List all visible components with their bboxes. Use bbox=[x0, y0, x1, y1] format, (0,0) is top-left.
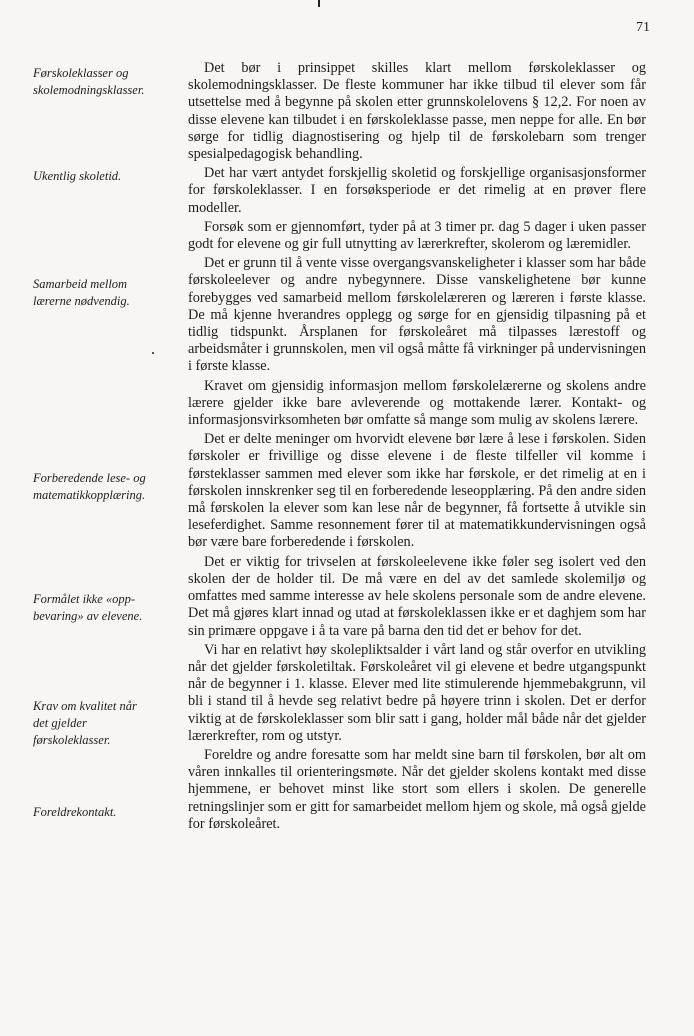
body-text bbox=[188, 60, 646, 835]
margin-note-forskoleklasser: Førskoleklasser og skolemodningsklasser. bbox=[33, 66, 145, 97]
paragraph: Det er grunn til å vente visse overgangsvanskeligheter i klasser som har både førskoleelever og andre nybegynnere. Disse vanskelighetene bør kunne forebygges ved samarbeid mellom førskolelæreren og læreren i første klasse. De må kjenne hverandres opplegg og sørge for en gjensidig tilpasning på et tidlig tidspunkt. Årsplanen for førskoleåret må tilpasses lærestoff og arbeidsmåter i grunnskolen, men vil også måtte få virkninger på undervisningen i første klasse. bbox=[188, 255, 646, 375]
scan-speck bbox=[152, 352, 154, 354]
paragraph: Vi har en relativt høy skolepliktsalder i vårt land og står overfor en utvikling når det gjelder førskoletiltak. Førskoleåret vil gi elevene et bedre utgangspunkt når de begynner i 1. klasse. Elever med lite stimulerende hjemmebakgrunn, vil bli i stand til å hevde seg relativt bedre på høyere trinn i skolen. Det er derfor viktig at de førskoleklasser som blir satt i gang, holder mål både når det gjelder lærerkrefter, rom og utstyr. bbox=[188, 641, 646, 744]
top-edge-mark bbox=[318, 0, 320, 7]
margin-note-foreldrekontakt: Foreldrekontakt. bbox=[33, 805, 117, 819]
page-number: 71 bbox=[636, 20, 650, 35]
margin-note-skoletid: Ukentlig skoletid. bbox=[33, 169, 122, 183]
margin-note-leseopplaering: Forberedende lese- og matematikkopplæring. bbox=[33, 471, 146, 502]
paragraph: Det bør i prinsippet skilles klart mellom førskoleklasser og skolemodningsklasser. De fleste kommuner har ikke tilbud til elever som får utsettelse med å begynne på skolen etter grunnskolelovens § 12,2. For noen av disse elevene kan tilbudet i en førskoleklasse passe, men neppe for alle. En bør sørge for tidlig diagnostisering og hjelp til de førskolebarn som trenger spesialpedagogisk behandling. bbox=[188, 60, 646, 163]
paragraph: Kravet om gjensidig informasjon mellom førskolelærerne og skolens andre lærere gjelder ikke bare avleverende og mottakende lærer. Kontakt- og informasjonsvirksomheten bør omfatte så mange som mulig av skolens lærere. bbox=[188, 377, 646, 429]
margin-note-kvalitet: Krav om kvalitet når det gjelder førskoleklasser. bbox=[33, 699, 137, 747]
paragraph: Det er viktig for trivselen at førskoleelevene ikke føler seg isolert ved den skolen der de holder til. De må være en del av det samlede skolemiljø og omfattes med samme interesse av hele skolens personale som de andre elevene. Det må gjøres klart innad og utad at førskoleklassen ikke er et daghjem som har sin primære oppgave i å ta vare på barna den tid det er behov for det. bbox=[188, 553, 646, 639]
margin-note-samarbeid: Samarbeid mellom lærerne nødvendig. bbox=[33, 277, 130, 308]
paragraph: Forsøk som er gjennomført, tyder på at 3 timer pr. dag 5 dager i uken passer godt for elevene og gir full utnytting av lærerkrefter, skolerom og læremidler. bbox=[188, 218, 646, 253]
paragraph: Det har vært antydet forskjellig skoletid og forskjellige organisasjonsformer for førskoleklasser. I en forsøksperiode er det rimelig at en prøver flere modeller. bbox=[188, 165, 646, 216]
paragraph: Foreldre og andre foresatte som har meldt sine barn til førskolen, bør alt om våren innkalles til orienteringsmøte. Når det gjelder skolens kontakt med disse hjemmene, er behovet minst like stort som ellers i skolen. De generelle retningslinjer som er gitt for samarbeidet mellom hjem og skole, må også gjelde for førskoleåret. bbox=[188, 746, 646, 832]
margin-note-formaal: Formålet ikke «opp- bevaring» av elevene. bbox=[33, 592, 143, 623]
paragraph: Det er delte meninger om hvorvidt elevene bør lære å lese i førskolen. Siden førskoler er frivillige og disse elevene i de fleste tilfeller vil komme i førsteklasser sammen med elever som ikke har førskole, er det rimelig at en i førskolen innskrenker seg til en forberedende leseopplæring. På den andre siden må førskolen la elever som kan lese når de begynner, få fortsette å utvikle sin leseferdighet. Samme resonnement fører til at matematikkundervisningen også bør være bare forberedende i førskolen. bbox=[188, 431, 646, 551]
